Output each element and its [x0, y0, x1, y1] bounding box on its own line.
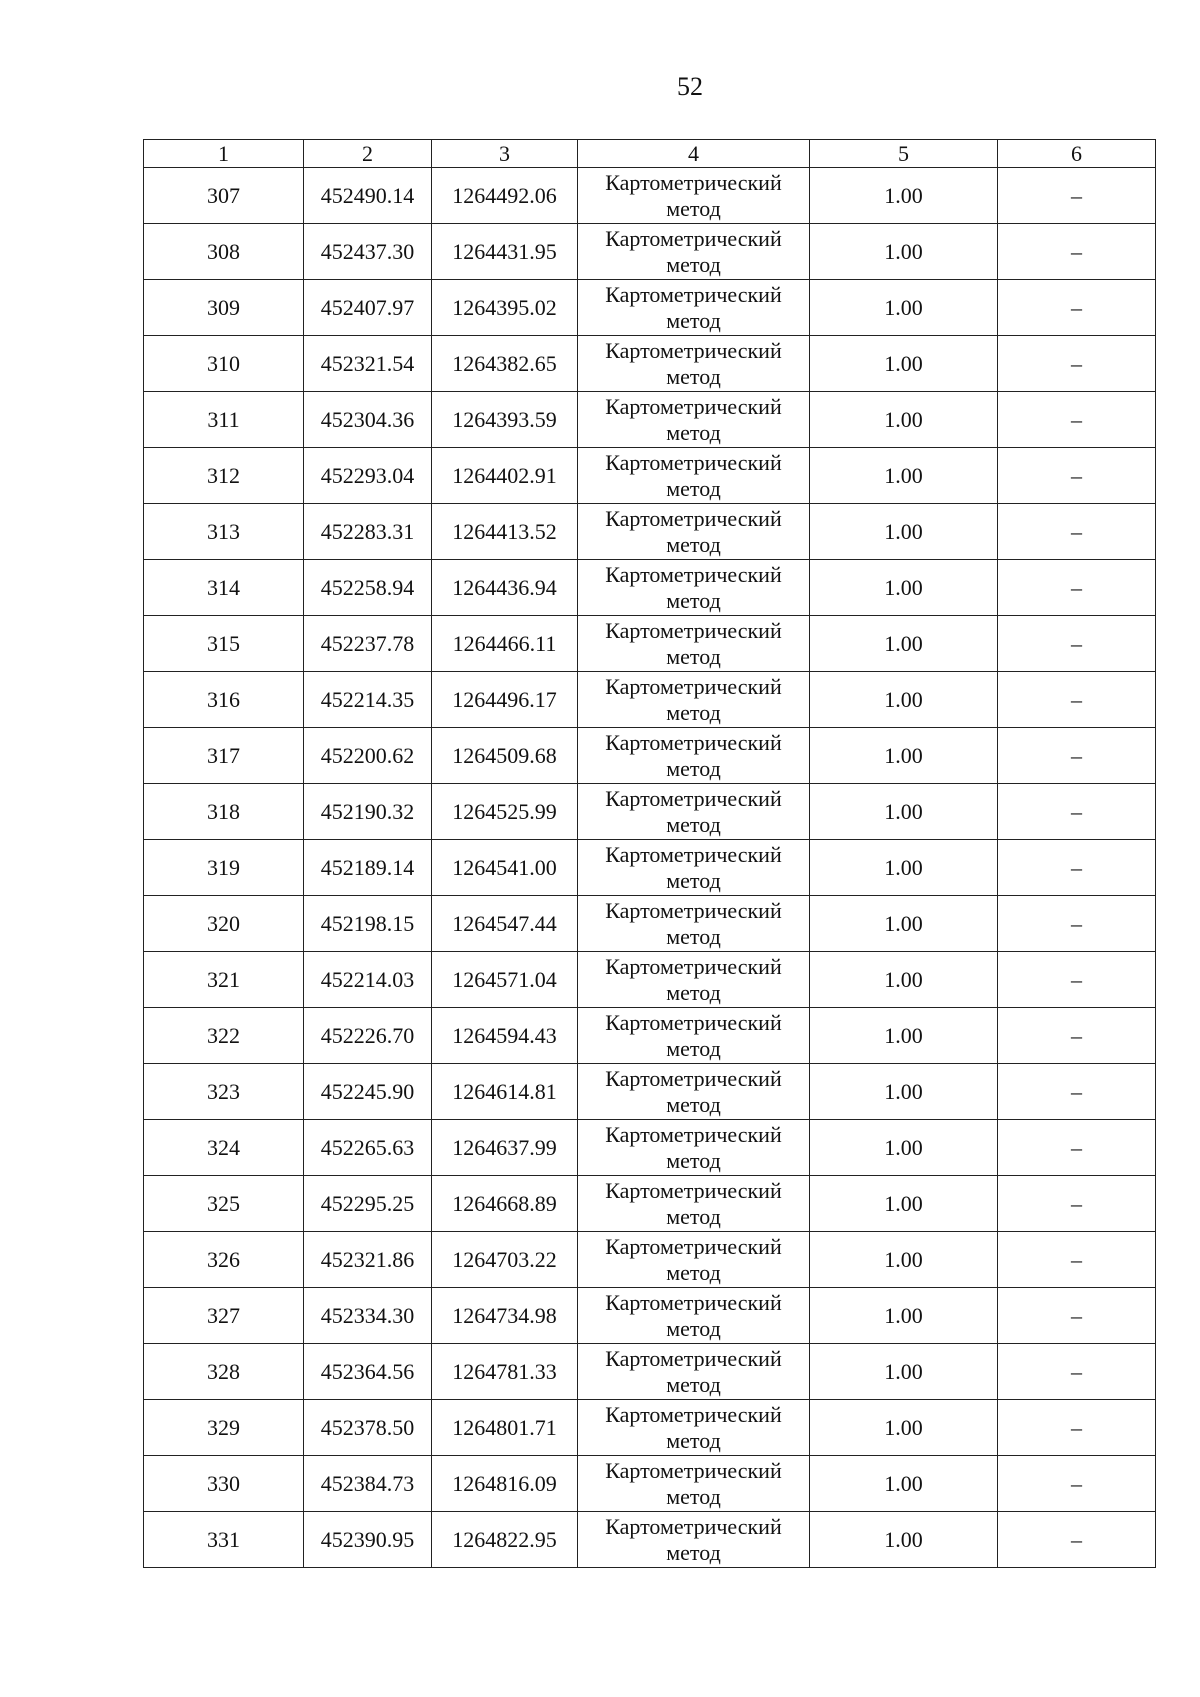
- method-cell: [578, 1512, 810, 1568]
- x-coordinate-cell: 452237.78: [304, 616, 432, 672]
- accuracy-cell: 1.00: [810, 280, 998, 336]
- method-cell: [578, 1120, 810, 1176]
- y-coordinate-cell: 1264466.11: [432, 616, 578, 672]
- method-cell: [578, 1288, 810, 1344]
- x-coordinate-cell: 452283.31: [304, 504, 432, 560]
- accuracy-cell: 1.00: [810, 784, 998, 840]
- method-line-2: метод: [666, 1091, 721, 1117]
- table-row: [144, 1512, 1156, 1568]
- note-cell: –: [998, 1176, 1156, 1232]
- table-row: [144, 224, 1156, 280]
- point-number-cell: 326: [144, 1232, 304, 1288]
- accuracy-cell: 1.00: [810, 448, 998, 504]
- method-line-1: Картометрический: [605, 281, 782, 307]
- method-line-2: метод: [666, 419, 721, 445]
- x-coordinate-cell: 452378.50: [304, 1400, 432, 1456]
- table-row: [144, 1232, 1156, 1288]
- table-header-row: [144, 140, 1156, 168]
- method-line-1: Картометрический: [605, 1457, 782, 1483]
- table-row: [144, 560, 1156, 616]
- point-number-cell: 310: [144, 336, 304, 392]
- x-coordinate-cell: 452437.30: [304, 224, 432, 280]
- note-cell: –: [998, 952, 1156, 1008]
- method-line-2: метод: [666, 867, 721, 893]
- table-row: [144, 1456, 1156, 1512]
- method-line-2: метод: [666, 587, 721, 613]
- note-cell: –: [998, 1120, 1156, 1176]
- x-coordinate-cell: 452295.25: [304, 1176, 432, 1232]
- point-number-cell: 311: [144, 392, 304, 448]
- point-number-cell: 318: [144, 784, 304, 840]
- point-number-cell: 331: [144, 1512, 304, 1568]
- y-coordinate-cell: 1264541.00: [432, 840, 578, 896]
- point-number-cell: 319: [144, 840, 304, 896]
- page-number: 52: [677, 72, 703, 101]
- table-row: [144, 280, 1156, 336]
- method-line-2: метод: [666, 699, 721, 725]
- note-cell: –: [998, 280, 1156, 336]
- point-number-cell: 313: [144, 504, 304, 560]
- y-coordinate-cell: 1264734.98: [432, 1288, 578, 1344]
- note-cell: –: [998, 1232, 1156, 1288]
- method-cell: [578, 1008, 810, 1064]
- method-line-2: метод: [666, 811, 721, 837]
- method-line-2: метод: [666, 1203, 721, 1229]
- point-number-cell: 330: [144, 1456, 304, 1512]
- y-coordinate-cell: 1264703.22: [432, 1232, 578, 1288]
- y-coordinate-cell: 1264413.52: [432, 504, 578, 560]
- method-line-1: Картометрический: [605, 841, 782, 867]
- accuracy-cell: 1.00: [810, 672, 998, 728]
- table-row: [144, 840, 1156, 896]
- method-line-2: метод: [666, 1483, 721, 1509]
- table-row: [144, 392, 1156, 448]
- method-line-2: метод: [666, 475, 721, 501]
- table-row: [144, 1176, 1156, 1232]
- method-cell: [578, 840, 810, 896]
- x-coordinate-cell: 452198.15: [304, 896, 432, 952]
- x-coordinate-cell: 452265.63: [304, 1120, 432, 1176]
- table-row: [144, 672, 1156, 728]
- note-cell: –: [998, 616, 1156, 672]
- table-row: [144, 616, 1156, 672]
- method-line-1: Картометрический: [605, 617, 782, 643]
- note-cell: –: [998, 728, 1156, 784]
- accuracy-cell: 1.00: [810, 1344, 998, 1400]
- note-cell: –: [998, 448, 1156, 504]
- x-coordinate-cell: 452214.03: [304, 952, 432, 1008]
- y-coordinate-cell: 1264525.99: [432, 784, 578, 840]
- accuracy-cell: 1.00: [810, 168, 998, 224]
- method-line-2: метод: [666, 1035, 721, 1061]
- method-line-2: метод: [666, 195, 721, 221]
- y-coordinate-cell: 1264492.06: [432, 168, 578, 224]
- method-cell: [578, 504, 810, 560]
- accuracy-cell: 1.00: [810, 1064, 998, 1120]
- point-number-cell: 312: [144, 448, 304, 504]
- method-line-1: Картометрический: [605, 953, 782, 979]
- note-cell: –: [998, 1008, 1156, 1064]
- table-row: [144, 336, 1156, 392]
- x-coordinate-cell: 452407.97: [304, 280, 432, 336]
- method-cell: [578, 1064, 810, 1120]
- accuracy-cell: 1.00: [810, 1120, 998, 1176]
- method-line-2: метод: [666, 531, 721, 557]
- point-number-cell: 322: [144, 1008, 304, 1064]
- method-cell: [578, 728, 810, 784]
- accuracy-cell: 1.00: [810, 896, 998, 952]
- x-coordinate-cell: 452490.14: [304, 168, 432, 224]
- point-number-cell: 327: [144, 1288, 304, 1344]
- x-coordinate-cell: 452321.86: [304, 1232, 432, 1288]
- x-coordinate-cell: 452304.36: [304, 392, 432, 448]
- x-coordinate-cell: 452226.70: [304, 1008, 432, 1064]
- method-line-1: Картометрический: [605, 1233, 782, 1259]
- accuracy-cell: 1.00: [810, 728, 998, 784]
- note-cell: –: [998, 784, 1156, 840]
- accuracy-cell: 1.00: [810, 952, 998, 1008]
- table-row: [144, 1008, 1156, 1064]
- point-number-cell: 309: [144, 280, 304, 336]
- method-line-1: Картометрический: [605, 1289, 782, 1315]
- method-line-2: метод: [666, 1427, 721, 1453]
- column-header-5: 5: [810, 140, 998, 168]
- y-coordinate-cell: 1264402.91: [432, 448, 578, 504]
- y-coordinate-cell: 1264668.89: [432, 1176, 578, 1232]
- table-row: [144, 1344, 1156, 1400]
- method-line-1: Картометрический: [605, 1401, 782, 1427]
- x-coordinate-cell: 452390.95: [304, 1512, 432, 1568]
- note-cell: –: [998, 1064, 1156, 1120]
- accuracy-cell: 1.00: [810, 1400, 998, 1456]
- method-line-2: метод: [666, 979, 721, 1005]
- method-line-2: метод: [666, 363, 721, 389]
- point-number-cell: 329: [144, 1400, 304, 1456]
- table-row: [144, 1400, 1156, 1456]
- method-cell: [578, 1232, 810, 1288]
- table-row: [144, 952, 1156, 1008]
- table-row: [144, 728, 1156, 784]
- accuracy-cell: 1.00: [810, 336, 998, 392]
- accuracy-cell: 1.00: [810, 1176, 998, 1232]
- x-coordinate-cell: 452334.30: [304, 1288, 432, 1344]
- x-coordinate-cell: 452200.62: [304, 728, 432, 784]
- method-cell: [578, 560, 810, 616]
- method-line-2: метод: [666, 307, 721, 333]
- column-header-3: 3: [432, 140, 578, 168]
- method-line-1: Картометрический: [605, 729, 782, 755]
- method-line-2: метод: [666, 1371, 721, 1397]
- method-line-2: метод: [666, 1147, 721, 1173]
- method-cell: [578, 1456, 810, 1512]
- table-row: [144, 1120, 1156, 1176]
- y-coordinate-cell: 1264393.59: [432, 392, 578, 448]
- y-coordinate-cell: 1264547.44: [432, 896, 578, 952]
- point-number-cell: 323: [144, 1064, 304, 1120]
- y-coordinate-cell: 1264496.17: [432, 672, 578, 728]
- y-coordinate-cell: 1264637.99: [432, 1120, 578, 1176]
- table-row: [144, 1064, 1156, 1120]
- accuracy-cell: 1.00: [810, 1232, 998, 1288]
- y-coordinate-cell: 1264382.65: [432, 336, 578, 392]
- note-cell: –: [998, 1344, 1156, 1400]
- y-coordinate-cell: 1264431.95: [432, 224, 578, 280]
- method-cell: [578, 336, 810, 392]
- note-cell: –: [998, 672, 1156, 728]
- method-cell: [578, 168, 810, 224]
- method-line-1: Картометрический: [605, 1121, 782, 1147]
- note-cell: –: [998, 392, 1156, 448]
- y-coordinate-cell: 1264594.43: [432, 1008, 578, 1064]
- note-cell: –: [998, 224, 1156, 280]
- y-coordinate-cell: 1264571.04: [432, 952, 578, 1008]
- method-line-1: Картометрический: [605, 225, 782, 251]
- point-number-cell: 315: [144, 616, 304, 672]
- note-cell: –: [998, 336, 1156, 392]
- point-number-cell: 316: [144, 672, 304, 728]
- x-coordinate-cell: 452214.35: [304, 672, 432, 728]
- y-coordinate-cell: 1264436.94: [432, 560, 578, 616]
- method-cell: [578, 672, 810, 728]
- method-line-2: метод: [666, 643, 721, 669]
- method-line-1: Картометрический: [605, 1345, 782, 1371]
- accuracy-cell: 1.00: [810, 616, 998, 672]
- table-row: [144, 784, 1156, 840]
- accuracy-cell: 1.00: [810, 560, 998, 616]
- method-line-1: Картометрический: [605, 1009, 782, 1035]
- point-number-cell: 317: [144, 728, 304, 784]
- table-row: [144, 448, 1156, 504]
- table-row: [144, 896, 1156, 952]
- column-header-4: 4: [578, 140, 810, 168]
- method-line-2: метод: [666, 1315, 721, 1341]
- method-cell: [578, 448, 810, 504]
- point-number-cell: 320: [144, 896, 304, 952]
- method-cell: [578, 224, 810, 280]
- note-cell: –: [998, 896, 1156, 952]
- x-coordinate-cell: 452189.14: [304, 840, 432, 896]
- method-line-1: Картометрический: [605, 1513, 782, 1539]
- x-coordinate-cell: 452321.54: [304, 336, 432, 392]
- method-line-1: Картометрический: [605, 449, 782, 475]
- y-coordinate-cell: 1264509.68: [432, 728, 578, 784]
- note-cell: –: [998, 560, 1156, 616]
- y-coordinate-cell: 1264781.33: [432, 1344, 578, 1400]
- x-coordinate-cell: 452245.90: [304, 1064, 432, 1120]
- method-line-2: метод: [666, 755, 721, 781]
- accuracy-cell: 1.00: [810, 1288, 998, 1344]
- column-header-6: 6: [998, 140, 1156, 168]
- method-cell: [578, 784, 810, 840]
- method-line-2: метод: [666, 251, 721, 277]
- method-line-2: метод: [666, 1259, 721, 1285]
- column-header-1: 1: [144, 140, 304, 168]
- method-line-1: Картометрический: [605, 1065, 782, 1091]
- method-cell: [578, 280, 810, 336]
- x-coordinate-cell: 452384.73: [304, 1456, 432, 1512]
- accuracy-cell: 1.00: [810, 840, 998, 896]
- accuracy-cell: 1.00: [810, 392, 998, 448]
- method-line-1: Картометрический: [605, 561, 782, 587]
- table-row: [144, 504, 1156, 560]
- method-line-2: метод: [666, 923, 721, 949]
- note-cell: –: [998, 1400, 1156, 1456]
- method-cell: [578, 616, 810, 672]
- point-number-cell: 308: [144, 224, 304, 280]
- method-line-1: Картометрический: [605, 505, 782, 531]
- x-coordinate-cell: 452190.32: [304, 784, 432, 840]
- y-coordinate-cell: 1264816.09: [432, 1456, 578, 1512]
- x-coordinate-cell: 452258.94: [304, 560, 432, 616]
- coordinates-table: [143, 139, 1156, 1568]
- method-line-1: Картометрический: [605, 897, 782, 923]
- method-line-1: Картометрический: [605, 1177, 782, 1203]
- point-number-cell: 324: [144, 1120, 304, 1176]
- method-cell: [578, 896, 810, 952]
- table-row: [144, 1288, 1156, 1344]
- y-coordinate-cell: 1264801.71: [432, 1400, 578, 1456]
- note-cell: –: [998, 1456, 1156, 1512]
- method-cell: [578, 1400, 810, 1456]
- accuracy-cell: 1.00: [810, 1008, 998, 1064]
- note-cell: –: [998, 504, 1156, 560]
- note-cell: –: [998, 1288, 1156, 1344]
- accuracy-cell: 1.00: [810, 224, 998, 280]
- point-number-cell: 314: [144, 560, 304, 616]
- accuracy-cell: 1.00: [810, 1512, 998, 1568]
- y-coordinate-cell: 1264822.95: [432, 1512, 578, 1568]
- y-coordinate-cell: 1264395.02: [432, 280, 578, 336]
- accuracy-cell: 1.00: [810, 1456, 998, 1512]
- method-cell: [578, 952, 810, 1008]
- table-row: [144, 168, 1156, 224]
- method-cell: [578, 392, 810, 448]
- note-cell: –: [998, 1512, 1156, 1568]
- method-line-1: Картометрический: [605, 393, 782, 419]
- note-cell: –: [998, 840, 1156, 896]
- method-line-2: метод: [666, 1539, 721, 1565]
- accuracy-cell: 1.00: [810, 504, 998, 560]
- method-line-1: Картометрический: [605, 673, 782, 699]
- x-coordinate-cell: 452293.04: [304, 448, 432, 504]
- point-number-cell: 321: [144, 952, 304, 1008]
- method-line-1: Картометрический: [605, 337, 782, 363]
- method-line-1: Картометрический: [605, 785, 782, 811]
- y-coordinate-cell: 1264614.81: [432, 1064, 578, 1120]
- method-cell: [578, 1344, 810, 1400]
- point-number-cell: 328: [144, 1344, 304, 1400]
- point-number-cell: 325: [144, 1176, 304, 1232]
- point-number-cell: 307: [144, 168, 304, 224]
- column-header-2: 2: [304, 140, 432, 168]
- method-cell: [578, 1176, 810, 1232]
- x-coordinate-cell: 452364.56: [304, 1344, 432, 1400]
- method-line-1: Картометрический: [605, 169, 782, 195]
- note-cell: –: [998, 168, 1156, 224]
